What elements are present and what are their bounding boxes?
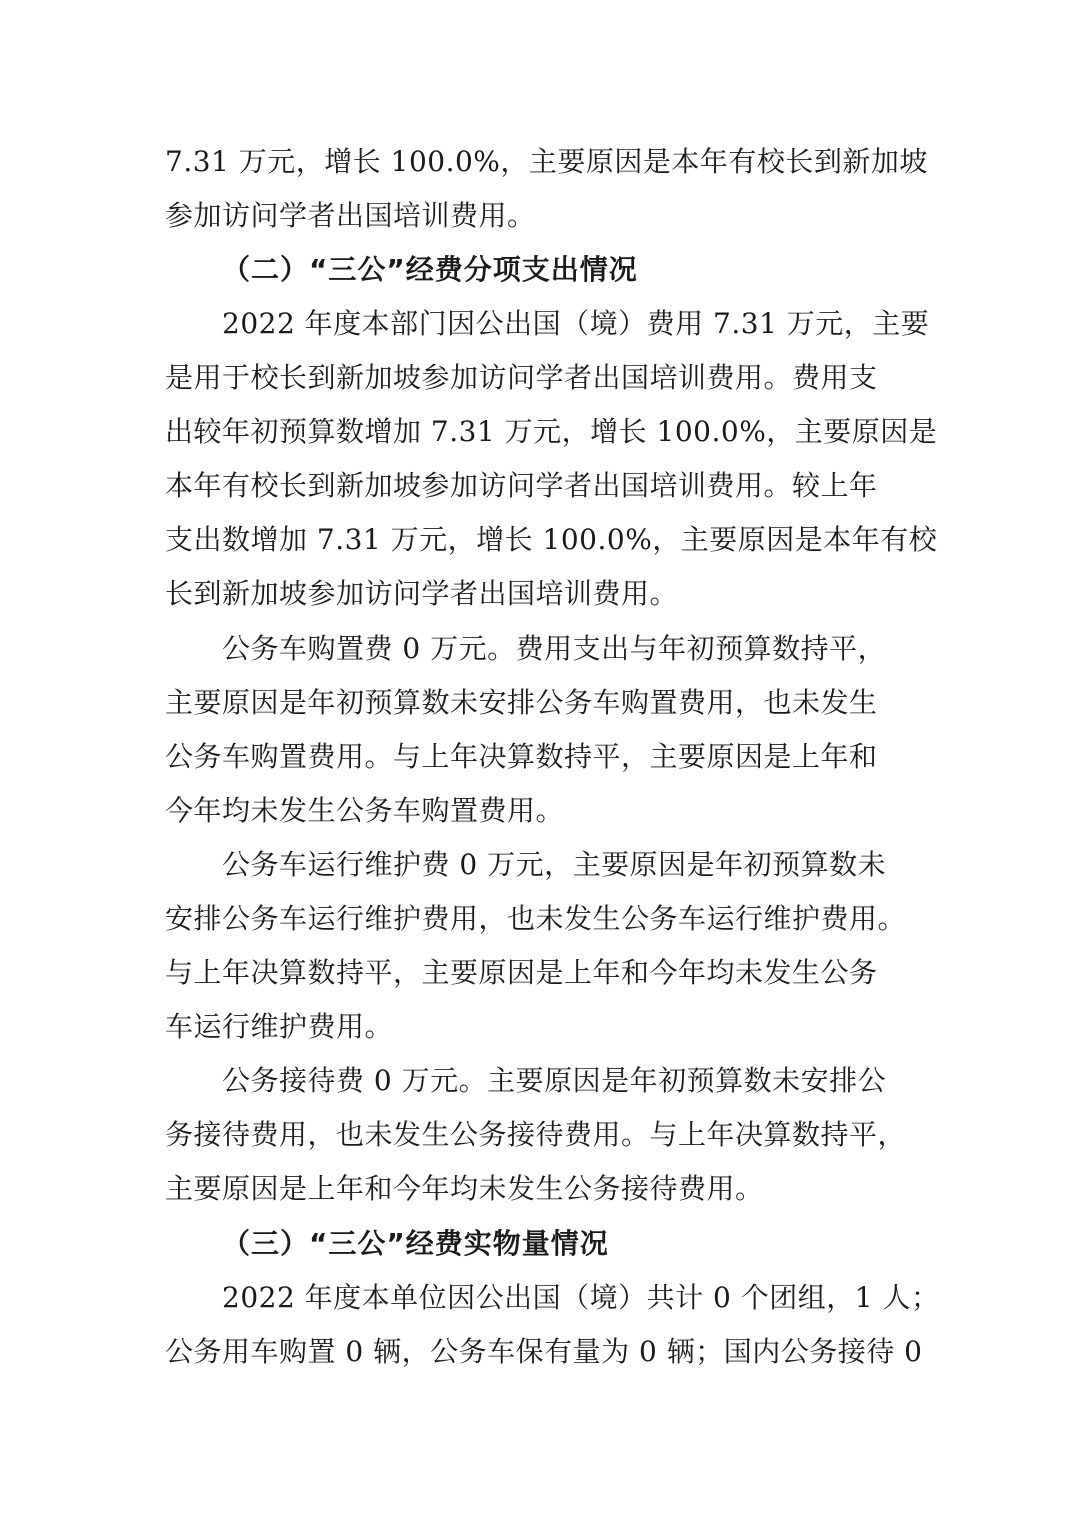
paragraph-line: 主要原因是年初预算数未安排公务车购置费用，也未发生 [165, 686, 878, 719]
paragraph-line: 与上年决算数持平，主要原因是上年和今年均未发生公务 [165, 956, 878, 989]
section-heading: （二）“三公”经费分项支出情况 [222, 253, 638, 286]
paragraph-line: 务接待费用，也未发生公务接待费用。与上年决算数持平， [165, 1118, 907, 1151]
paragraph-line: 公务车购置费 0 万元。费用支出与年初预算数持平， [222, 632, 887, 665]
paragraph-line: 主要原因是上年和今年均未发生公务接待费用。 [165, 1172, 764, 1205]
paragraph-line: 本年有校长到新加坡参加访问学者出国培训费用。较上年 [165, 469, 878, 502]
paragraph-line: 公务车运行维护费 0 万元，主要原因是年初预算数未 [222, 848, 887, 881]
paragraph-line: 2022 年度本单位因公出国（境）共计 0 个团组，1 人； [222, 1281, 940, 1314]
paragraph-line: 长到新加坡参加访问学者出国培训费用。 [165, 577, 679, 610]
paragraph-line: 出较年初预算数增加 7.31 万元，增长 100.0%，主要原因是 [165, 415, 938, 448]
paragraph-line: 是用于校长到新加坡参加访问学者出国培训费用。费用支 [165, 361, 878, 394]
paragraph-line: 安排公务车运行维护费用，也未发生公务车运行维护费用。 [165, 902, 907, 935]
paragraph-line: 参加访问学者出国培训费用。 [165, 199, 536, 232]
paragraph-line: 公务车购置费用。与上年决算数持平，主要原因是上年和 [165, 740, 878, 773]
section-heading: （三）“三公”经费实物量情况 [222, 1227, 609, 1260]
paragraph-line: 车运行维护费用。 [165, 1010, 394, 1043]
paragraph-line: 公务用车购置 0 辆，公务车保有量为 0 辆；国内公务接待 0 [165, 1335, 923, 1368]
paragraph-line: 支出数增加 7.31 万元，增长 100.0%，主要原因是本年有校 [165, 523, 938, 556]
paragraph-line: 公务接待费 0 万元。主要原因是年初预算数未安排公 [222, 1064, 887, 1097]
paragraph-line: 2022 年度本部门因公出国（境）费用 7.31 万元，主要 [222, 307, 930, 340]
paragraph-line: 7.31 万元，增长 100.0%，主要原因是本年有校长到新加坡 [165, 145, 928, 178]
paragraph-line: 今年均未发生公务车购置费用。 [165, 794, 565, 827]
